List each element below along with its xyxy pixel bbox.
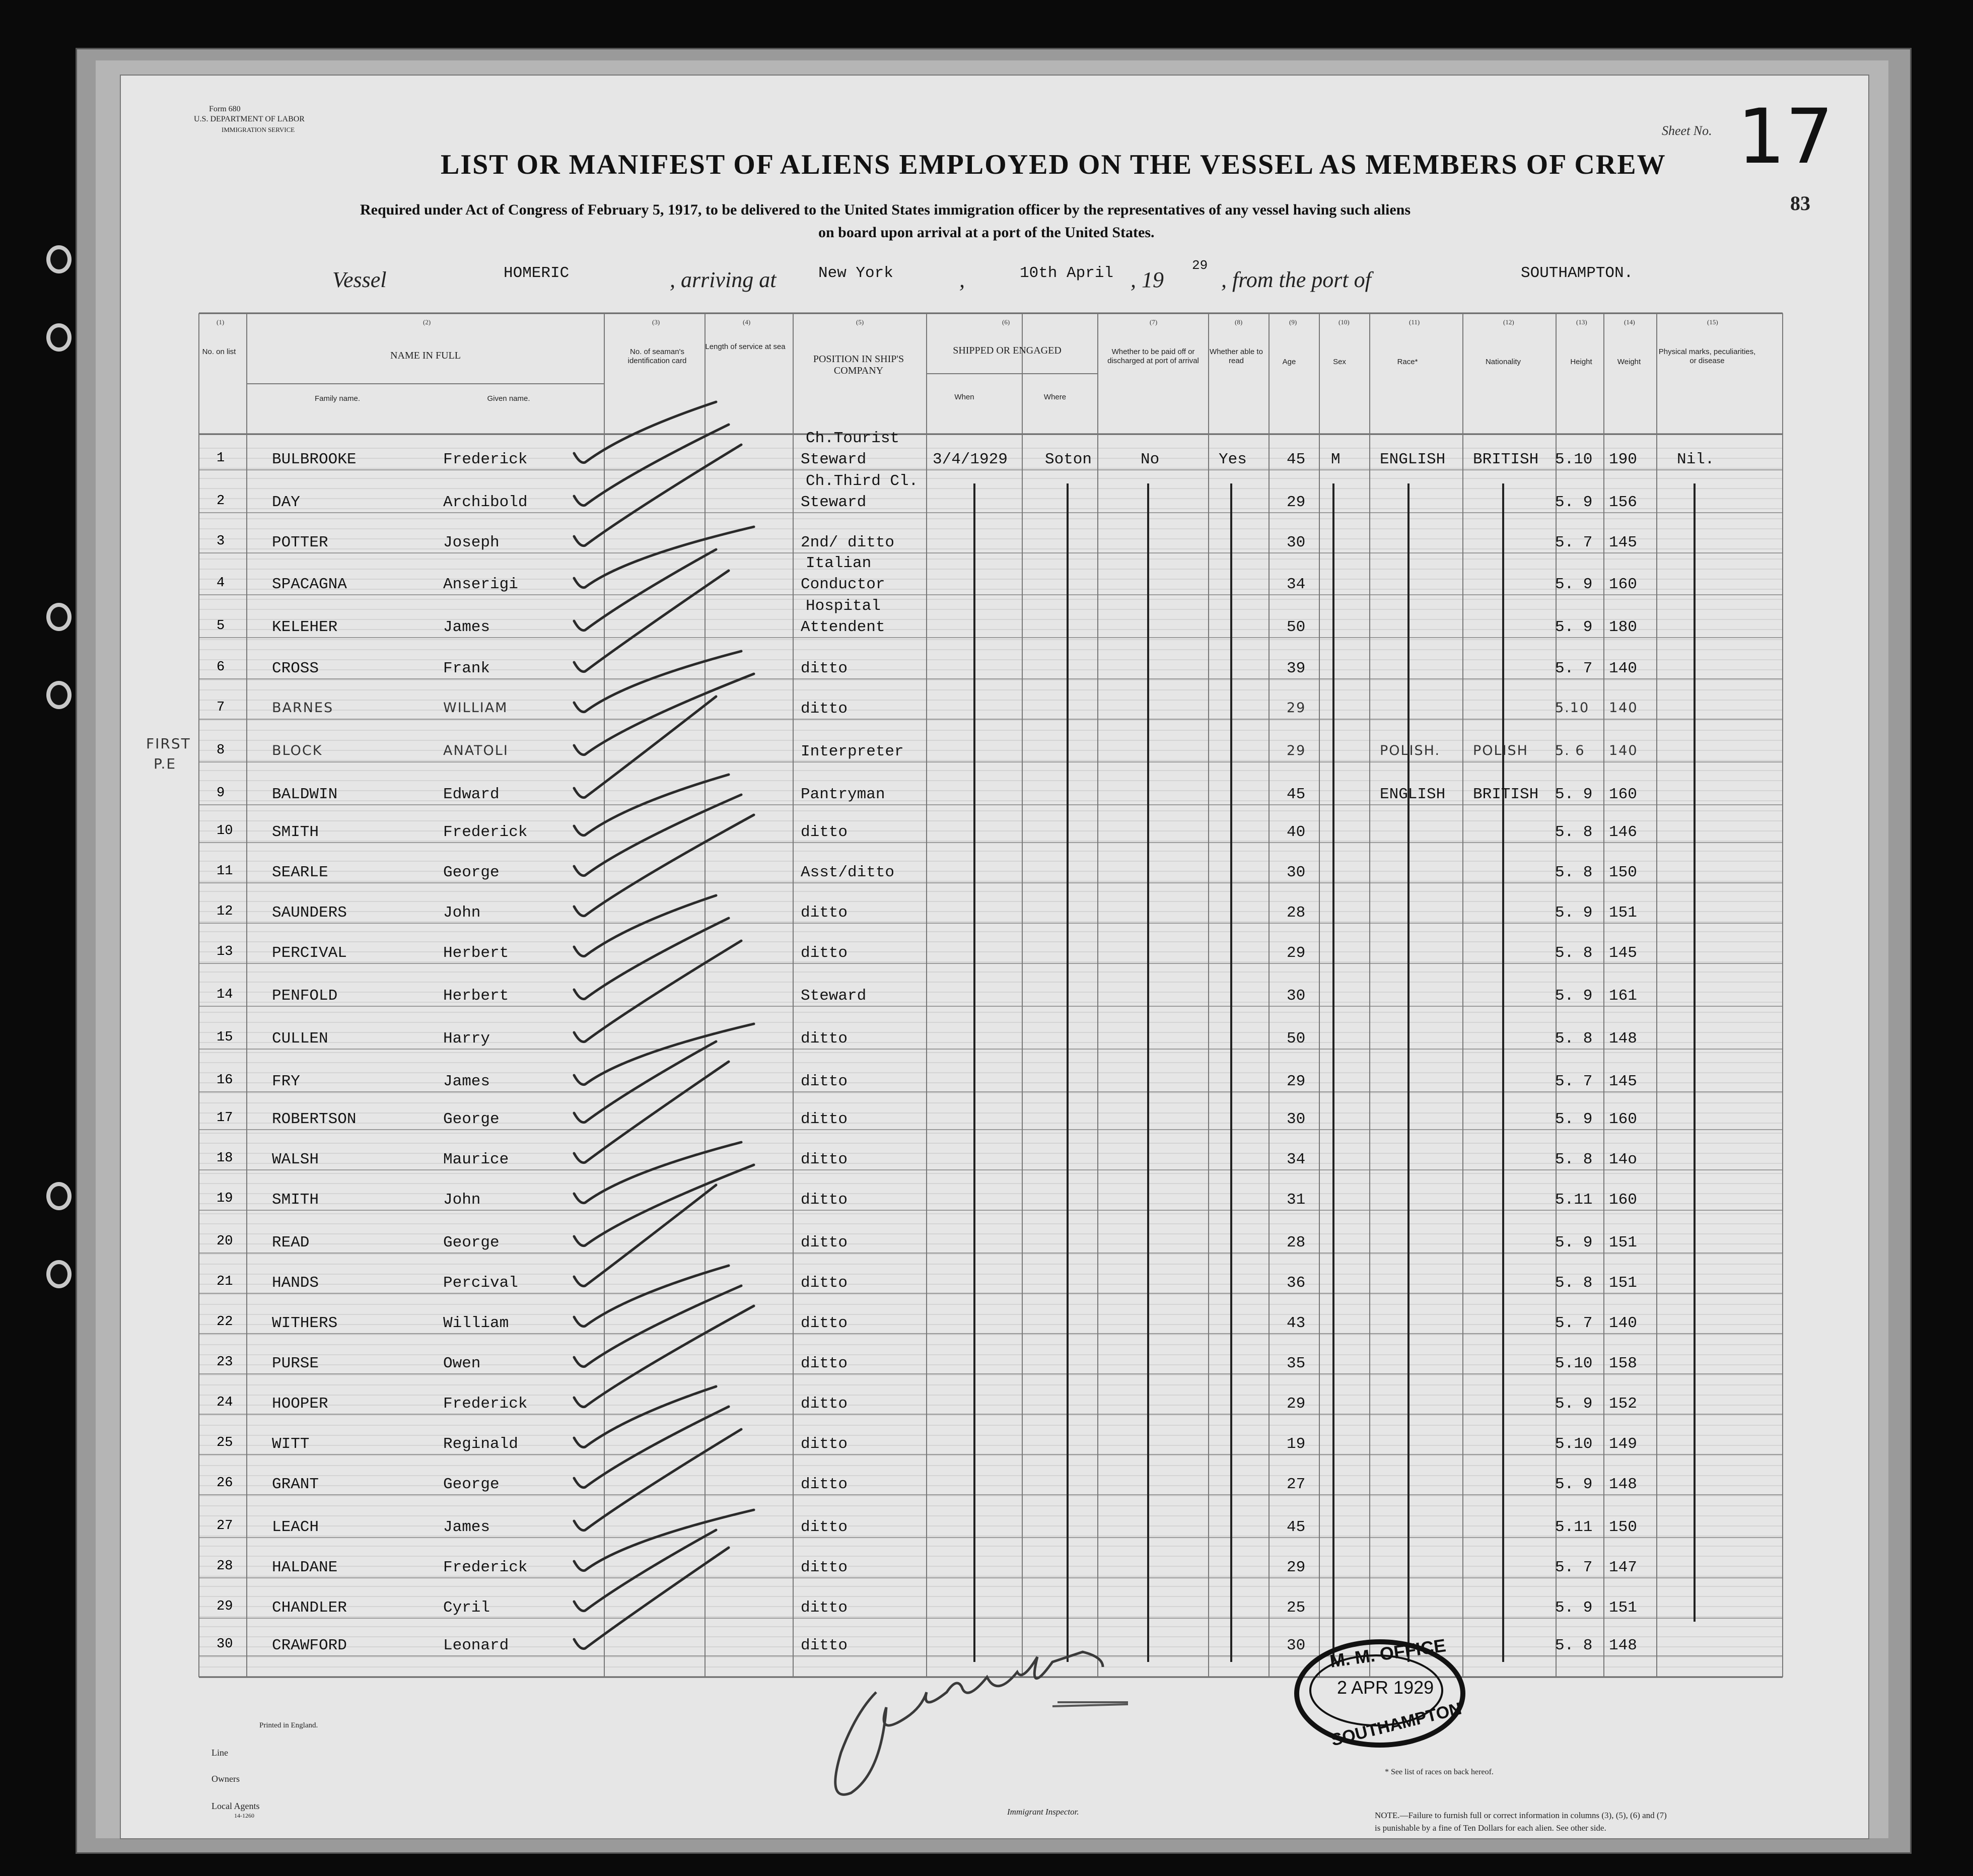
crew-position: ditto bbox=[801, 1234, 848, 1252]
crew-weight: 140 bbox=[1609, 1314, 1637, 1332]
crew-family: ROBERTSON bbox=[272, 1110, 357, 1128]
crew-height: 5. 6 bbox=[1555, 743, 1585, 758]
crew-no: 26 bbox=[217, 1476, 233, 1491]
crew-no: 18 bbox=[217, 1151, 233, 1166]
local-agents-label: Local Agents bbox=[212, 1801, 260, 1811]
crew-given: James bbox=[443, 1518, 490, 1536]
crew-height: 5. 7 bbox=[1555, 1559, 1593, 1576]
header-height: Height bbox=[1570, 358, 1592, 366]
vessel-name: HOMERIC bbox=[504, 264, 570, 282]
crew-given: Cyril bbox=[443, 1599, 490, 1617]
column-number: (13) bbox=[1576, 318, 1587, 326]
crew-position: ditto bbox=[801, 823, 848, 841]
crew-race: ENGLISH bbox=[1380, 786, 1446, 803]
owners-label: Owners bbox=[212, 1774, 240, 1784]
crew-family: BULBROOKE bbox=[272, 451, 357, 468]
crew-no: 21 bbox=[217, 1274, 233, 1289]
crew-height: 5. 8 bbox=[1555, 1274, 1593, 1292]
crew-position: Conductor bbox=[801, 576, 885, 593]
crew-weight: 160 bbox=[1609, 1191, 1637, 1209]
crew-no: 17 bbox=[217, 1110, 233, 1126]
crew-family: BARNES bbox=[272, 700, 334, 716]
crew-given: Archibold bbox=[443, 494, 528, 511]
header-paid-off: Whether to be paid off or discharged at port of arrival bbox=[1107, 348, 1199, 365]
crew-weight: 148 bbox=[1609, 1637, 1637, 1654]
crew-position: ditto bbox=[801, 1030, 848, 1048]
crew-position-prefix: Ch.Tourist bbox=[806, 430, 900, 447]
column-number: (9) bbox=[1289, 318, 1297, 326]
crew-weight: 160 bbox=[1609, 1110, 1637, 1128]
crew-no: 5 bbox=[217, 618, 225, 634]
column-number: (12) bbox=[1503, 318, 1514, 326]
crew-age: 45 bbox=[1287, 786, 1306, 803]
crew-given: John bbox=[443, 1191, 481, 1209]
crew-no: 27 bbox=[217, 1518, 233, 1534]
crew-weight: 156 bbox=[1609, 494, 1637, 511]
crew-family: PURSE bbox=[272, 1355, 319, 1372]
header-able-read: Whether able to read bbox=[1210, 348, 1263, 365]
crew-given: Herbert bbox=[443, 987, 509, 1005]
crew-height: 5. 9 bbox=[1555, 786, 1593, 803]
column-number: (8) bbox=[1235, 318, 1243, 326]
crew-position: ditto bbox=[801, 1559, 848, 1576]
crew-position: ditto bbox=[801, 1599, 848, 1617]
crew-given: WILLIAM bbox=[443, 700, 508, 716]
crew-position: ditto bbox=[801, 660, 848, 677]
crew-position: ditto bbox=[801, 1073, 848, 1090]
form-code: 14-1260 bbox=[234, 1812, 254, 1819]
crew-weight: 14o bbox=[1609, 1151, 1637, 1168]
column-number: (3) bbox=[652, 318, 660, 326]
column-number: (7) bbox=[1150, 318, 1158, 326]
crew-height: 5. 7 bbox=[1555, 534, 1593, 551]
crew-age: 25 bbox=[1287, 1599, 1306, 1617]
crew-position: ditto bbox=[801, 1637, 848, 1654]
crew-family: WITT bbox=[272, 1435, 310, 1453]
crew-no: 13 bbox=[217, 944, 233, 959]
inspector-label: Immigrant Inspector. bbox=[1007, 1807, 1079, 1817]
crew-position: ditto bbox=[801, 1110, 848, 1128]
crew-age: 36 bbox=[1287, 1274, 1306, 1292]
stamp-bottom: SOUTHAMPTON bbox=[1329, 1699, 1464, 1750]
column-number: (5) bbox=[856, 318, 864, 326]
crew-sex: M bbox=[1331, 451, 1341, 468]
header-physical: Physical marks, peculiarities, or disease bbox=[1658, 348, 1756, 365]
crew-no: 29 bbox=[217, 1599, 233, 1614]
crew-family: PENFOLD bbox=[272, 987, 338, 1005]
crew-position: Steward bbox=[801, 494, 867, 511]
crew-age: 30 bbox=[1287, 534, 1306, 551]
crew-family: SAUNDERS bbox=[272, 904, 347, 922]
crew-no: 6 bbox=[217, 660, 225, 675]
crew-height: 5. 9 bbox=[1555, 494, 1593, 511]
crew-position: ditto bbox=[801, 1191, 848, 1209]
crew-position: ditto bbox=[801, 944, 848, 962]
crew-age: 30 bbox=[1287, 1637, 1306, 1654]
crew-position: Attendent bbox=[801, 618, 885, 636]
crew-position: ditto bbox=[801, 1355, 848, 1372]
crew-position: ditto bbox=[801, 1274, 848, 1292]
crew-height: 5. 7 bbox=[1555, 1314, 1593, 1332]
from-label: , from the port of bbox=[1221, 267, 1371, 292]
departure-port: SOUTHAMPTON. bbox=[1521, 264, 1634, 282]
arrival-port: New York bbox=[818, 264, 893, 282]
header-name-in-full: NAME IN FULL bbox=[390, 350, 461, 361]
crew-given: Frederick bbox=[443, 451, 528, 468]
crew-height: 5. 8 bbox=[1555, 944, 1593, 962]
crew-age: 50 bbox=[1287, 618, 1306, 636]
crew-family: WITHERS bbox=[272, 1314, 338, 1332]
crew-no: 8 bbox=[217, 743, 225, 758]
crew-age: 30 bbox=[1287, 1110, 1306, 1128]
crew-family: CRAWFORD bbox=[272, 1637, 347, 1654]
crew-height: 5. 9 bbox=[1555, 987, 1593, 1005]
crew-given: Edward bbox=[443, 786, 500, 803]
crew-weight: 151 bbox=[1609, 904, 1637, 922]
crew-race: ENGLISH bbox=[1380, 451, 1446, 468]
arriving-label: , arriving at bbox=[670, 267, 777, 292]
crew-family: GRANT bbox=[272, 1476, 319, 1493]
year: 29 bbox=[1192, 258, 1208, 273]
crew-no: 16 bbox=[217, 1073, 233, 1088]
crew-family: BALDWIN bbox=[272, 786, 338, 803]
crew-given: Herbert bbox=[443, 944, 509, 962]
crew-height: 5. 9 bbox=[1555, 1599, 1593, 1617]
crew-weight: 180 bbox=[1609, 618, 1637, 636]
column-number: (2) bbox=[423, 318, 431, 326]
column-number: (6) bbox=[1002, 318, 1010, 326]
crew-given: George bbox=[443, 1234, 500, 1252]
crew-height: 5. 9 bbox=[1555, 904, 1593, 922]
crew-weight: 148 bbox=[1609, 1030, 1637, 1048]
crew-height: 5. 9 bbox=[1555, 1110, 1593, 1128]
department: U.S. DEPARTMENT OF LABOR bbox=[194, 115, 305, 123]
crew-height: 5.10 bbox=[1555, 700, 1590, 716]
manifest-title: LIST OR MANIFEST OF ALIENS EMPLOYED ON THE VESSEL AS MEMBERS OF CREW bbox=[441, 149, 1666, 180]
stamp-date: 2 APR 1929 bbox=[1337, 1677, 1434, 1698]
crew-weight: 146 bbox=[1609, 823, 1637, 841]
crew-weight: 150 bbox=[1609, 1518, 1637, 1536]
crew-position: ditto bbox=[801, 700, 848, 718]
crew-height: 5. 9 bbox=[1555, 1395, 1593, 1413]
crew-paid-off: No bbox=[1141, 451, 1160, 468]
printed-in: Printed in England. bbox=[259, 1721, 318, 1729]
service: IMMIGRATION SERVICE bbox=[222, 126, 295, 133]
header-nationality: Nationality bbox=[1485, 358, 1521, 366]
crew-weight: 149 bbox=[1609, 1435, 1637, 1453]
crew-age: 43 bbox=[1287, 1314, 1306, 1332]
crew-position: ditto bbox=[801, 1151, 848, 1168]
crew-age: 45 bbox=[1287, 1518, 1306, 1536]
crew-weight: 152 bbox=[1609, 1395, 1637, 1413]
crew-no: 14 bbox=[217, 987, 233, 1002]
crew-weight: 150 bbox=[1609, 864, 1637, 881]
crew-height: 5.10 bbox=[1555, 1435, 1593, 1453]
sheet-number: 17 bbox=[1737, 93, 1834, 181]
crew-no: 2 bbox=[217, 494, 225, 509]
header-length-service: Length of service at sea bbox=[705, 342, 786, 351]
crew-family: READ bbox=[272, 1234, 310, 1252]
crew-no: 9 bbox=[217, 786, 225, 801]
crew-height: 5. 8 bbox=[1555, 1151, 1593, 1168]
crew-age: 34 bbox=[1287, 1151, 1306, 1168]
crew-age: 31 bbox=[1287, 1191, 1306, 1209]
crew-age: 29 bbox=[1287, 743, 1306, 758]
crew-height: 5.11 bbox=[1555, 1191, 1593, 1209]
crew-weight: 145 bbox=[1609, 944, 1637, 962]
crew-weight: 151 bbox=[1609, 1274, 1637, 1292]
vessel-label: Vessel bbox=[332, 267, 387, 292]
crew-family: BLOCK bbox=[272, 743, 323, 758]
crew-position: ditto bbox=[801, 904, 848, 922]
crew-given: George bbox=[443, 864, 500, 881]
header-family-name: Family name. bbox=[314, 394, 361, 403]
crew-no: 11 bbox=[217, 864, 233, 879]
crew-family: HANDS bbox=[272, 1274, 319, 1292]
crew-no: 7 bbox=[217, 700, 225, 715]
crew-no: 22 bbox=[217, 1314, 233, 1330]
margin-note-pe: P.E bbox=[154, 755, 177, 772]
crew-family: PERCIVAL bbox=[272, 944, 347, 962]
crew-nationality: BRITISH bbox=[1473, 786, 1539, 803]
requirement-line-1: Required under Act of Congress of February 5, 1917, to be delivered to the United States immigration officer by the representatives of any vessel having such aliens bbox=[360, 201, 1411, 218]
crew-age: 30 bbox=[1287, 987, 1306, 1005]
crew-position: ditto bbox=[801, 1518, 848, 1536]
column-number: (10) bbox=[1338, 318, 1350, 326]
arrival-date: 10th April bbox=[1020, 264, 1114, 282]
crew-age: 29 bbox=[1287, 700, 1306, 716]
crew-no: 19 bbox=[217, 1191, 233, 1206]
year-prefix: , 19 bbox=[1131, 267, 1164, 292]
comma: , bbox=[959, 267, 965, 292]
crew-family: SMITH bbox=[272, 823, 319, 841]
crew-weight: 158 bbox=[1609, 1355, 1637, 1372]
margin-note-first: FIRST bbox=[146, 735, 191, 752]
crew-weight: 145 bbox=[1609, 534, 1637, 551]
header-when: When bbox=[954, 393, 974, 401]
crew-weight: 148 bbox=[1609, 1476, 1637, 1493]
crew-age: 28 bbox=[1287, 904, 1306, 922]
crew-weight: 147 bbox=[1609, 1559, 1637, 1576]
crew-given: Owen bbox=[443, 1355, 481, 1372]
crew-given: George bbox=[443, 1476, 500, 1493]
crew-family: CROSS bbox=[272, 660, 319, 677]
crew-family: KELEHER bbox=[272, 618, 338, 636]
crew-given: James bbox=[443, 618, 490, 636]
crew-height: 5. 8 bbox=[1555, 864, 1593, 881]
header-weight: Weight bbox=[1617, 358, 1641, 366]
crew-weight: 161 bbox=[1609, 987, 1637, 1005]
crew-family: HALDANE bbox=[272, 1559, 338, 1576]
crew-given: George bbox=[443, 1110, 500, 1128]
crew-race: POLISH. bbox=[1380, 743, 1441, 758]
crew-read: Yes bbox=[1219, 451, 1247, 468]
crew-no: 1 bbox=[217, 451, 225, 466]
crew-height: 5. 8 bbox=[1555, 1030, 1593, 1048]
crew-given: ANATOLI bbox=[443, 743, 509, 758]
crew-age: 29 bbox=[1287, 944, 1306, 962]
header-no-on-list: No. on list bbox=[202, 348, 236, 356]
crew-position-prefix: Hospital bbox=[806, 597, 881, 615]
crew-when: 3/4/1929 bbox=[933, 451, 1008, 468]
crew-position: Interpreter bbox=[801, 743, 904, 760]
stamp-top: M. M. OFFICE bbox=[1328, 1635, 1447, 1672]
header-shipped: SHIPPED OR ENGAGED bbox=[953, 345, 1062, 356]
crew-given: Joseph bbox=[443, 534, 500, 551]
crew-age: 19 bbox=[1287, 1435, 1306, 1453]
crew-age: 45 bbox=[1287, 451, 1306, 468]
column-number: (1) bbox=[217, 318, 225, 326]
column-number: (11) bbox=[1409, 318, 1420, 326]
crew-no: 4 bbox=[217, 576, 225, 591]
crew-position: ditto bbox=[801, 1395, 848, 1413]
crew-weight: 190 bbox=[1609, 451, 1637, 468]
header-sex: Sex bbox=[1333, 358, 1346, 366]
crew-family: SEARLE bbox=[272, 864, 328, 881]
crew-given: Harry bbox=[443, 1030, 490, 1048]
crew-position-prefix: Ch.Third Cl. bbox=[806, 472, 919, 490]
header-race: Race* bbox=[1397, 358, 1418, 366]
crew-weight: 151 bbox=[1609, 1599, 1637, 1617]
crew-age: 28 bbox=[1287, 1234, 1306, 1252]
crew-height: 5. 8 bbox=[1555, 1637, 1593, 1654]
header-age: Age bbox=[1282, 358, 1296, 366]
crew-height: 5. 7 bbox=[1555, 1073, 1593, 1090]
crew-nationality: POLISH bbox=[1473, 743, 1528, 758]
crew-age: 50 bbox=[1287, 1030, 1306, 1048]
crew-height: 5. 9 bbox=[1555, 618, 1593, 636]
crew-family: WALSH bbox=[272, 1151, 319, 1168]
crew-family: POTTER bbox=[272, 534, 328, 551]
crew-age: 29 bbox=[1287, 1559, 1306, 1576]
crew-family: LEACH bbox=[272, 1518, 319, 1536]
column-number: (4) bbox=[743, 318, 751, 326]
crew-position: 2nd/ ditto bbox=[801, 534, 895, 551]
crew-no: 30 bbox=[217, 1637, 233, 1652]
crew-weight: 145 bbox=[1609, 1073, 1637, 1090]
crew-position: Asst/ditto bbox=[801, 864, 895, 881]
crew-age: 29 bbox=[1287, 1395, 1306, 1413]
crew-where: Soton bbox=[1045, 451, 1092, 468]
header-where: Where bbox=[1043, 393, 1067, 401]
header-id-card: No. of seaman's identification card bbox=[627, 348, 687, 365]
crew-age: 30 bbox=[1287, 864, 1306, 881]
crew-position: Pantryman bbox=[801, 786, 885, 803]
column-number: (14) bbox=[1624, 318, 1635, 326]
crew-height: 5.11 bbox=[1555, 1518, 1593, 1536]
crew-given: Percival bbox=[443, 1274, 518, 1292]
crew-weight: 160 bbox=[1609, 576, 1637, 593]
requirement-line-2: on board upon arrival at a port of the United States. bbox=[818, 224, 1155, 241]
crew-family: CULLEN bbox=[272, 1030, 328, 1048]
crew-given: James bbox=[443, 1073, 490, 1090]
crew-family: CHANDLER bbox=[272, 1599, 347, 1617]
crew-given: Frank bbox=[443, 660, 490, 677]
page-number: 83 bbox=[1790, 192, 1810, 215]
crew-given: Anserigi bbox=[443, 576, 518, 593]
crew-weight: 140 bbox=[1609, 700, 1638, 716]
crew-weight: 151 bbox=[1609, 1234, 1637, 1252]
penalty-note-1: NOTE.—Failure to furnish full or correct information in columns (3), (5), (6) and (7) bbox=[1375, 1811, 1667, 1820]
crew-age: 34 bbox=[1287, 576, 1306, 593]
crew-no: 20 bbox=[217, 1234, 233, 1249]
crew-given: Reginald bbox=[443, 1435, 518, 1453]
header-given-name: Given name. bbox=[487, 394, 530, 403]
crew-age: 39 bbox=[1287, 660, 1306, 677]
crew-given: Leonard bbox=[443, 1637, 509, 1654]
crew-given: Frederick bbox=[443, 1395, 528, 1413]
crew-weight: 140 bbox=[1609, 660, 1637, 677]
crew-position: ditto bbox=[801, 1314, 848, 1332]
crew-weight: 160 bbox=[1609, 786, 1637, 803]
crew-age: 35 bbox=[1287, 1355, 1306, 1372]
crew-no: 12 bbox=[217, 904, 233, 919]
race-note: * See list of races on back hereof. bbox=[1385, 1768, 1494, 1776]
crew-no: 23 bbox=[217, 1355, 233, 1370]
crew-family: FRY bbox=[272, 1073, 300, 1090]
crew-height: 5. 7 bbox=[1555, 660, 1593, 677]
crew-no: 28 bbox=[217, 1559, 233, 1574]
crew-age: 29 bbox=[1287, 1073, 1306, 1090]
crew-given: Frederick bbox=[443, 823, 528, 841]
crew-no: 10 bbox=[217, 823, 233, 839]
sheet-label: Sheet No. bbox=[1662, 123, 1712, 138]
column-number: (15) bbox=[1707, 318, 1718, 326]
crew-height: 5. 8 bbox=[1555, 823, 1593, 841]
crew-age: 29 bbox=[1287, 494, 1306, 511]
crew-age: 27 bbox=[1287, 1476, 1306, 1493]
crew-no: 3 bbox=[217, 534, 225, 549]
form-number: Form 680 bbox=[209, 105, 241, 113]
crew-position: ditto bbox=[801, 1435, 848, 1453]
crew-physical: Nil. bbox=[1677, 451, 1715, 468]
crew-given: Frederick bbox=[443, 1559, 528, 1576]
crew-nationality: BRITISH bbox=[1473, 451, 1539, 468]
crew-height: 5.10 bbox=[1555, 451, 1593, 468]
crew-family: HOOPER bbox=[272, 1395, 328, 1413]
crew-family: SMITH bbox=[272, 1191, 319, 1209]
crew-height: 5. 9 bbox=[1555, 1234, 1593, 1252]
line-label: Line bbox=[212, 1748, 228, 1758]
crew-height: 5. 9 bbox=[1555, 576, 1593, 593]
crew-family: DAY bbox=[272, 494, 300, 511]
crew-no: 25 bbox=[217, 1435, 233, 1450]
header-position: POSITION IN SHIP'S COMPANY bbox=[813, 354, 904, 376]
crew-height: 5.10 bbox=[1555, 1355, 1593, 1372]
crew-position: Steward bbox=[801, 987, 867, 1005]
crew-weight: 140 bbox=[1609, 743, 1638, 758]
crew-no: 15 bbox=[217, 1030, 233, 1045]
crew-given: William bbox=[443, 1314, 509, 1332]
crew-position: ditto bbox=[801, 1476, 848, 1493]
crew-position-prefix: Italian bbox=[806, 554, 872, 572]
crew-height: 5. 9 bbox=[1555, 1476, 1593, 1493]
crew-given: John bbox=[443, 904, 481, 922]
crew-age: 40 bbox=[1287, 823, 1306, 841]
penalty-note-2: is punishable by a fine of Ten Dollars for each alien. See other side. bbox=[1375, 1823, 1606, 1833]
crew-given: Maurice bbox=[443, 1151, 509, 1168]
crew-no: 24 bbox=[217, 1395, 233, 1410]
crew-position: Steward bbox=[801, 451, 867, 468]
crew-family: SPACAGNA bbox=[272, 576, 347, 593]
